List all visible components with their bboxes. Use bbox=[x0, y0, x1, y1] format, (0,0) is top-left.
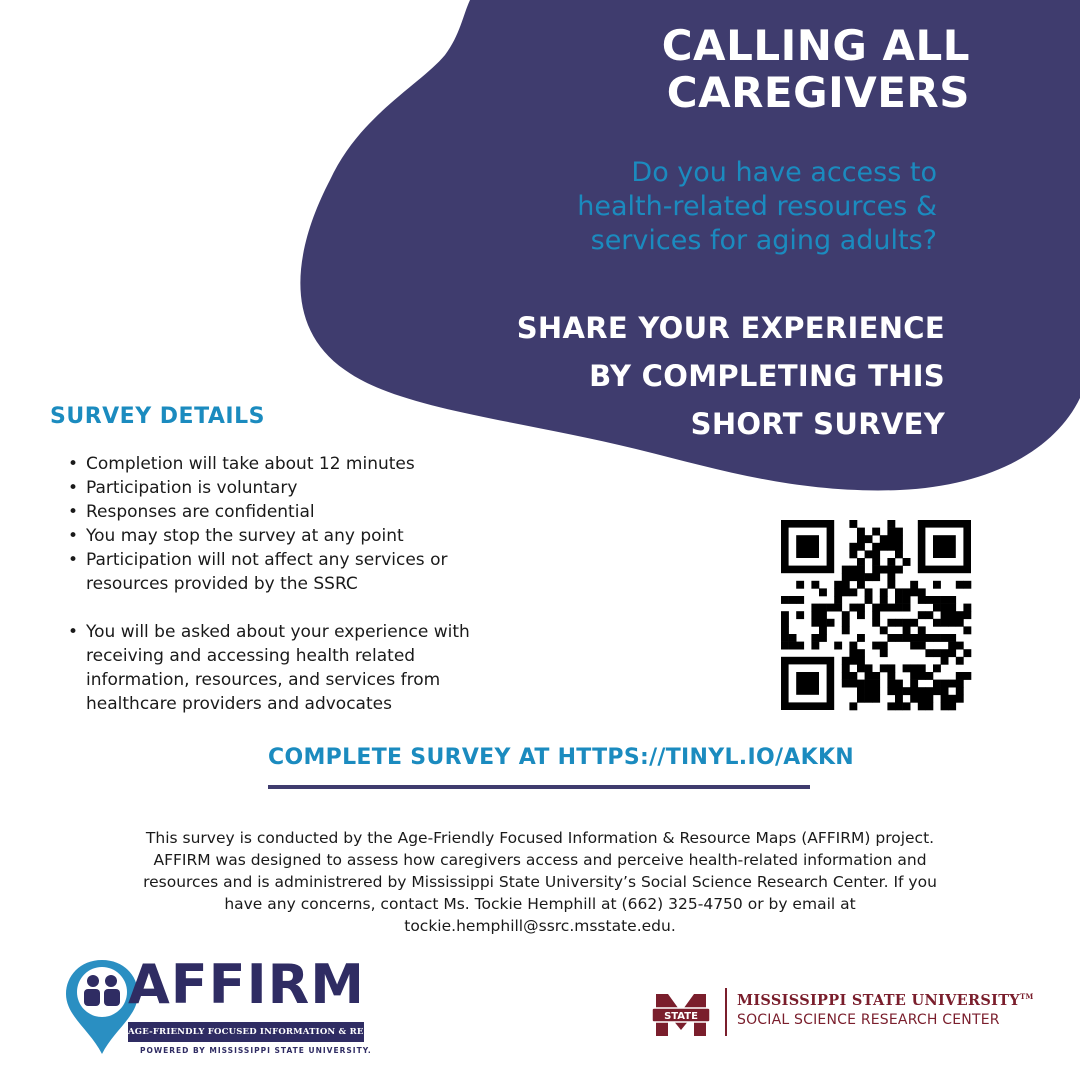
list-item: • Completion will take about 12 minutes bbox=[68, 452, 518, 476]
cta-line: BY COMPLETING THIS bbox=[589, 359, 945, 393]
msu-mark-text: STATE bbox=[664, 1011, 698, 1022]
call-to-action bbox=[505, 304, 945, 448]
list-item: • You may stop the survey at any point bbox=[68, 524, 518, 548]
list-item: • You will be asked about your experience with receiving and accessing health related information, resources, and services from healthcare providers and advocates bbox=[68, 620, 518, 716]
affirm-tagline: AGE-FRIENDLY FOCUSED INFORMATION & RESOURCE MAPS bbox=[128, 1022, 364, 1042]
list-item: • Participation will not affect any services or resources provided by the SSRC bbox=[68, 548, 518, 596]
survey-link[interactable]: COMPLETE SURVEY AT HTTPS://TINYL.IO/AKKN bbox=[268, 745, 855, 770]
msu-name-text: MISSISSIPPI STATE UNIVERSITY bbox=[737, 992, 1020, 1009]
msu-m-icon bbox=[650, 990, 712, 1040]
survey-details-heading: SURVEY DETAILS bbox=[50, 404, 265, 429]
msu-divider bbox=[725, 988, 727, 1036]
survey-details-list bbox=[68, 452, 518, 716]
msu-name bbox=[737, 992, 1034, 1009]
footer-disclaimer: This survey is conducted by the Age-Friendly Focused Information & Resource Maps (AFFIRM) project. AFFIRM was designed to assess how caregivers access and perceive health-related information and resources and is administrered by Mississippi State University’s Social Science Research Center. If you have any concerns, contact Ms. Tockie Hemphill at (662) 325-4750 or by email at tockie.hemphill@ssrc.msstate.edu. bbox=[143, 829, 937, 935]
msu-center-name: SOCIAL SCIENCE RESEARCH CENTER bbox=[737, 1012, 1000, 1028]
question-line: Do you have access to bbox=[631, 157, 937, 188]
affirm-title: AFFIRM bbox=[128, 953, 365, 1016]
affirm-powered-by: POWERED BY MISSISSIPPI STATE UNIVERSITY. bbox=[140, 1046, 372, 1055]
cta-line: SHORT SURVEY bbox=[690, 407, 945, 441]
question-line: services for aging adults? bbox=[590, 225, 937, 256]
trademark: TM bbox=[1019, 992, 1034, 1002]
cta-line: SHARE YOUR EXPERIENCE bbox=[516, 311, 945, 345]
headline bbox=[550, 22, 970, 116]
list-item: • Responses are confidential bbox=[68, 500, 518, 524]
headline-line: CAREGIVERS bbox=[666, 68, 970, 117]
question-text bbox=[497, 156, 937, 258]
link-underline bbox=[268, 785, 810, 789]
qr-code-icon[interactable] bbox=[781, 520, 971, 710]
headline-line: CALLING ALL bbox=[661, 21, 970, 70]
question-line: health-related resources & bbox=[577, 191, 937, 222]
list-item: • Participation is voluntary bbox=[68, 476, 518, 500]
